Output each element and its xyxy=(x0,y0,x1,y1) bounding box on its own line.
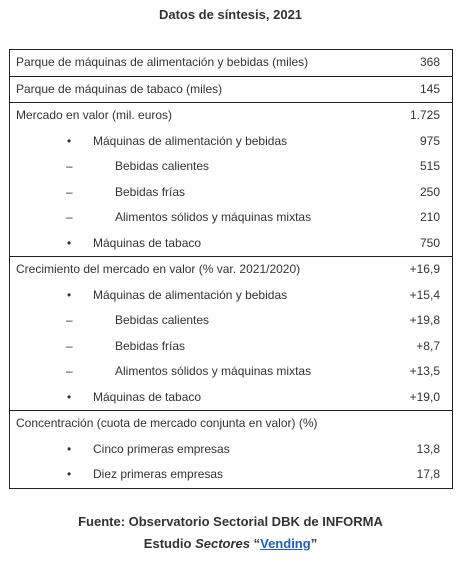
open-quote: “ xyxy=(250,536,261,551)
row-value: +13,5 xyxy=(409,364,440,378)
row-label: Máquinas de tabaco xyxy=(93,389,202,404)
table-row xyxy=(10,180,452,206)
row-label: Parque de máquinas de alimentación y bebidas (miles) xyxy=(16,55,309,69)
study-line xyxy=(0,533,461,555)
close-quote: ” xyxy=(310,536,318,551)
row-label: Mercado en valor (mil. euros) xyxy=(16,108,173,122)
row-value: 17,8 xyxy=(416,467,440,481)
bullet-icon: • xyxy=(67,287,72,302)
row-value: +15,4 xyxy=(409,287,440,302)
bullet-icon: • xyxy=(67,389,72,404)
table-row xyxy=(10,283,452,309)
table-row xyxy=(10,462,452,488)
table-section xyxy=(10,102,452,256)
table-row xyxy=(10,129,452,155)
row-value: 250 xyxy=(419,184,440,199)
study-prefix: Estudio xyxy=(143,536,196,551)
dash-marker: – xyxy=(66,338,73,353)
table-row xyxy=(10,77,452,103)
row-label: Concentración (cuota de mercado conjunta en valor) (%) xyxy=(16,416,318,430)
table-section xyxy=(10,256,452,410)
row-label: Bebidas calientes xyxy=(115,313,210,327)
dash-marker: – xyxy=(66,364,73,378)
table-row xyxy=(10,411,452,437)
table-row xyxy=(10,359,452,385)
table-row xyxy=(10,154,452,180)
table-row xyxy=(10,50,452,76)
row-label: Bebidas frías xyxy=(115,184,186,199)
vending-link[interactable]: Vending xyxy=(260,536,311,551)
table-row xyxy=(10,437,452,463)
dash-marker: – xyxy=(66,159,73,173)
row-value: +19,8 xyxy=(409,313,440,327)
row-value: 515 xyxy=(419,159,440,173)
table-section xyxy=(10,50,452,76)
row-value: 13,8 xyxy=(416,441,440,456)
row-label: Alimentos sólidos y máquinas mixtas xyxy=(115,210,312,224)
source-line: Fuente: Observatorio Sectorial DBK de INFORMA xyxy=(78,514,383,529)
row-value: +8,7 xyxy=(416,338,440,353)
row-label: Alimentos sólidos y máquinas mixtas xyxy=(115,364,312,378)
summary-table xyxy=(9,49,453,489)
table-row xyxy=(10,385,452,411)
dash-marker: – xyxy=(66,184,73,199)
row-value: 145 xyxy=(419,81,440,96)
row-label: Parque de máquinas de tabaco (miles) xyxy=(16,81,223,96)
row-label: Máquinas de alimentación y bebidas xyxy=(93,133,288,148)
dash-marker: – xyxy=(66,210,73,224)
table-row xyxy=(10,205,452,231)
table-row xyxy=(10,231,452,257)
table-row xyxy=(10,308,452,334)
row-label: Máquinas de alimentación y bebidas xyxy=(93,287,288,302)
table-row xyxy=(10,103,452,129)
page-title: Datos de síntesis, 2021 xyxy=(158,7,303,22)
row-value: 210 xyxy=(419,210,440,224)
table-row xyxy=(10,257,452,283)
row-value: 975 xyxy=(419,133,440,148)
bullet-icon: • xyxy=(67,441,72,456)
row-label: Bebidas calientes xyxy=(115,159,210,173)
row-label: Crecimiento del mercado en valor (% var. 2021/2020) xyxy=(16,262,301,276)
dash-marker: – xyxy=(66,313,73,327)
row-label: Diez primeras empresas xyxy=(93,467,224,481)
table-section xyxy=(10,76,452,103)
row-label: Bebidas frías xyxy=(115,338,186,353)
row-label: Máquinas de tabaco xyxy=(93,235,202,250)
footer xyxy=(0,511,461,555)
row-label: Cinco primeras empresas xyxy=(93,441,230,456)
bullet-icon: • xyxy=(67,133,72,148)
row-value: +16,9 xyxy=(409,262,440,276)
row-value: 1.725 xyxy=(409,108,440,122)
bullet-icon: • xyxy=(67,467,72,481)
study-italic: Sectores xyxy=(195,536,250,551)
bullet-icon: • xyxy=(67,235,72,250)
row-value: 750 xyxy=(419,235,440,250)
row-value: +19,0 xyxy=(409,389,440,404)
row-value: 368 xyxy=(419,55,440,69)
table-row xyxy=(10,334,452,360)
table-section xyxy=(10,410,452,488)
